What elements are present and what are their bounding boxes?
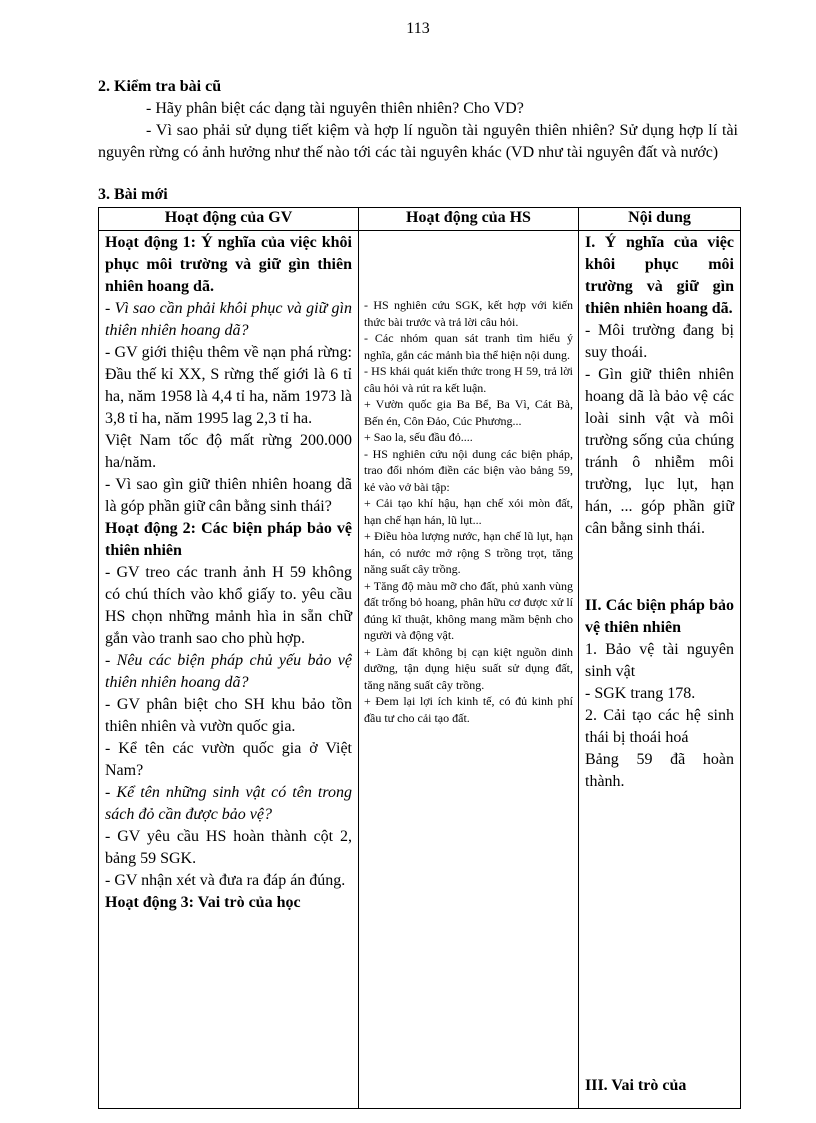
content-spacer	[585, 540, 734, 595]
gv-activities	[99, 231, 358, 1108]
content-section-2-point-4: Bảng 59 đã hoàn thành.	[585, 751, 734, 790]
hs-column	[359, 231, 578, 1107]
review-question-1: - Hãy phân biệt các dạng tài nguyên thiên nhiên? Cho VD?	[146, 100, 524, 117]
content-section-2-point-2: - SGK trang 178.	[585, 685, 696, 702]
hs-activities	[364, 297, 573, 726]
gv-line: Hoạt động 3: Vai trò của học	[105, 894, 301, 911]
hs-line: - HS khái quát kiến thức trong H 59, trả lời câu hỏi và rút ra kết luận.	[364, 364, 573, 395]
content-section-2-point-1: 1. Bảo vệ tài nguyên sinh vật	[585, 641, 734, 680]
gv-line: Hoạt động 1: Ý nghĩa của việc khôi phục môi trường và giữ gìn thiên nhiên hoang dã.	[105, 234, 352, 295]
header-gv: Hoạt động của GV	[99, 208, 359, 231]
content-section-1-point-1: - Môi trường đang bị suy thoái.	[585, 322, 734, 361]
header-content: Nội dung	[579, 208, 741, 231]
gv-line: - Nêu các biện pháp chủ yếu bảo vệ thiên nhiên hoang dã?	[105, 652, 352, 691]
hs-line: + Làm đất không bị cạn kiệt nguồn dinh dưỡng, tận dụng hiệu suất sử dụng đất, tăng năng suất cây trồng.	[364, 644, 573, 692]
hs-line: + Tăng độ màu mỡ cho đất, phủ xanh vùng đất trống bỏ hoang, phân hữu cơ được xử lí đúng kĩ thuật, không mang mầm bệnh cho người và động vật.	[364, 578, 573, 642]
review-question-2: - Vì sao phải sử dụng tiết kiệm và hợp lí nguồn tài nguyên thiên nhiên? Sử dụng hợp lí tài nguyên rừng có ảnh hưởng như thế nào tới các tài nguyên khác (VD như tài nguyên đất và nước)	[98, 122, 738, 161]
header-hs: Hoạt động của HS	[359, 208, 579, 231]
gv-line: - GV phân biệt cho SH khu bảo tồn thiên nhiên và vườn quốc gia.	[105, 696, 352, 735]
hs-line: + Đem lại lợi ích kinh tế, có đủ kinh phí đầu tư cho cải tạo đất.	[364, 694, 573, 725]
hs-line: + Cải tạo khí hậu, hạn chế xói mòn đất, hạn chế hạn hán, lũ lụt...	[364, 496, 573, 527]
hs-line: + Vườn quốc gia Ba Bể, Ba Vì, Cát Bà, Bến én, Côn Đảo, Cúc Phương...	[364, 397, 573, 428]
section-3-heading: 3. Bài mới	[98, 186, 168, 203]
gv-line: - GV nhận xét và đưa ra đáp án đúng.	[105, 872, 346, 889]
content-section-3-title: III. Vai trò của	[585, 1077, 687, 1094]
gv-line: - Vì sao gìn giữ thiên nhiên hoang dã là góp phần giữ cân bằng sinh thái?	[105, 476, 352, 515]
gv-line: - Kể tên các vườn quốc gia ở Việt Nam?	[105, 740, 352, 779]
gv-line: Hoạt động 2: Các biện pháp bảo vệ thiên nhiên	[105, 520, 352, 559]
hs-cell	[359, 231, 579, 1109]
hs-line: - Các nhóm quan sát tranh tìm hiểu ý nghĩa, gắn các mảnh bìa thể hiện nội dung.	[364, 331, 573, 362]
content-column	[579, 231, 740, 1108]
content-section-1-title: I. Ý nghĩa của việc khôi phục môi trường và giữ gìn thiên nhiên hoang dã.	[585, 234, 734, 317]
gv-cell	[99, 231, 359, 1109]
gv-line: - GV yêu cầu HS hoàn thành cột 2, bảng 59 SGK.	[105, 828, 352, 867]
hs-line: + Sao la, sếu đầu đỏ....	[364, 430, 473, 444]
page-number: 113	[406, 20, 430, 37]
gv-line: Việt Nam tốc độ mất rừng 200.000 ha/năm.	[105, 432, 352, 471]
content-section-1-point-2: - Gìn giữ thiên nhiên hoang dã là bảo vệ các loài sinh vật và môi trường sống của chúng tránh ô nhiễm môi trường, lục lụt, hạn hán, ... góp phần giữ cân bằng sinh thái.	[585, 366, 734, 537]
hs-line: - HS nghiên cứu nội dung các biện pháp, trao đổi nhóm điền các biện vào bảng 59, kẻ vào vở bài tập:	[364, 446, 573, 494]
content-section-2-title: II. Các biện pháp bảo vệ thiên nhiên	[585, 597, 734, 636]
gv-line: - Vì sao cần phải khôi phục và giữ gìn thiên nhiên hoang dã?	[105, 300, 352, 339]
gv-line: - GV treo các tranh ảnh H 59 không có chú thích vào khổ giấy to. yêu cầu HS chọn những mảnh hìa in sẵn chữ gắn vào tranh sao cho phù hợp.	[105, 564, 352, 647]
section-2-heading: 2. Kiểm tra bài cũ	[98, 78, 222, 95]
hs-line: + Điều hòa lượng nước, hạn chế lũ lụt, hạn hán, có nước mở rộng S trồng trọt, tăng năng suất cây trồng.	[364, 529, 573, 576]
gv-line: - Kể tên những sinh vật có tên trong sách đỏ cần được bảo vệ?	[105, 784, 352, 823]
hs-line: - HS nghiên cứu SGK, kết hợp với kiến thức bài trước và trả lời câu hỏi.	[364, 298, 573, 329]
content-section-2-point-3: 2. Cải tạo các hệ sinh thái bị thoái hoá	[585, 707, 734, 746]
content-cell	[579, 231, 741, 1109]
lesson-table	[98, 207, 741, 1109]
gv-line: - GV giới thiệu thêm về nạn phá rừng: Đầu thế kỉ XX, S rừng thế giới là 6 tỉ ha, năm 1958 là 4,4 tỉ ha, năm 1973 là 3,8 tỉ ha, năm 1995 lag 2,3 tỉ ha.	[105, 344, 352, 427]
